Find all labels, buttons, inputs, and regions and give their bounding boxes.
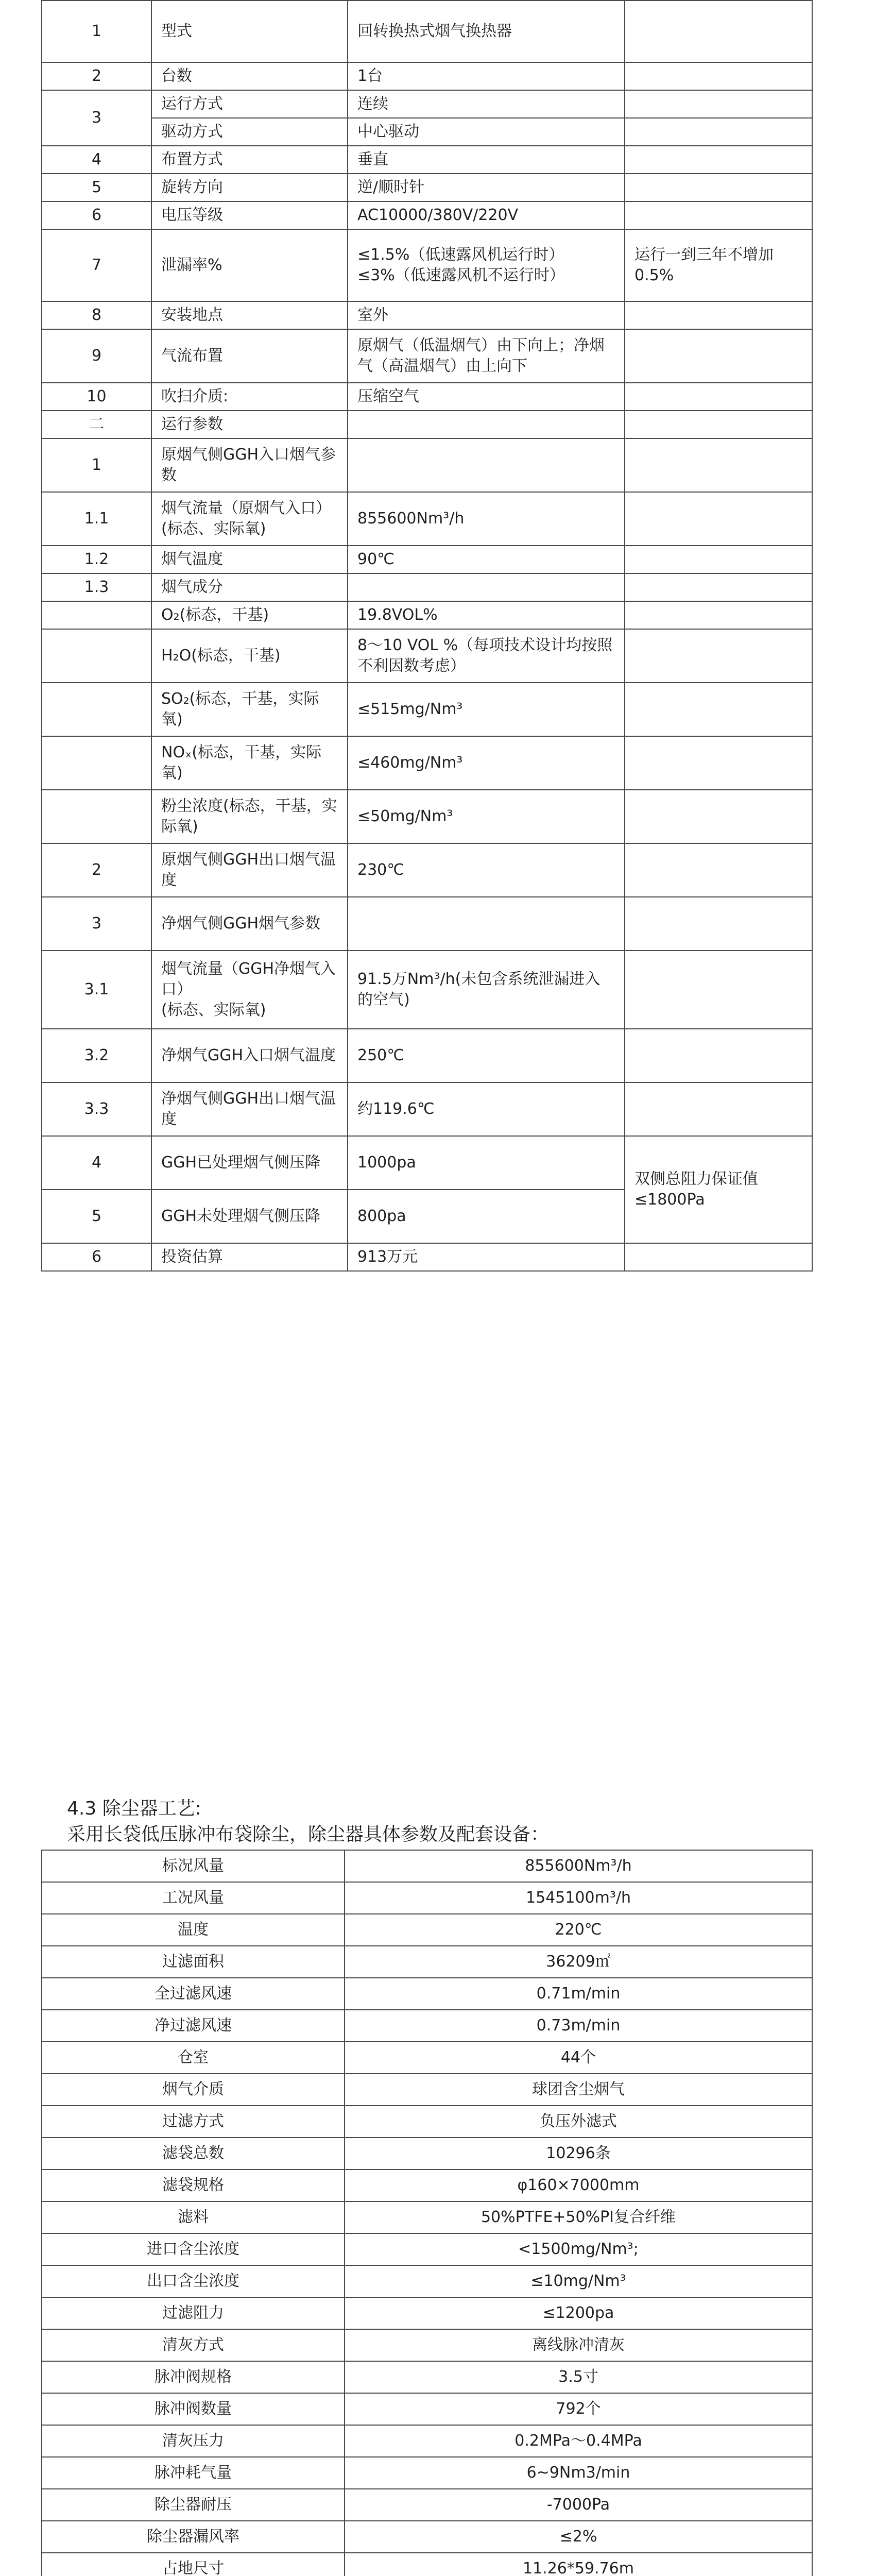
table-cell: 230℃ — [348, 843, 625, 897]
table-row — [42, 2233, 812, 2265]
table-cell: 6~9Nm3/min — [345, 2457, 812, 2489]
table-cell: 型式 — [151, 1, 348, 62]
table-cell: 工况风量 — [42, 1882, 345, 1914]
table-cell: 855600Nm³/h — [348, 492, 625, 546]
table-cell: 原烟气（低温烟气）由下向上；净烟气（高温烟气）由上向下 — [348, 329, 625, 383]
table-cell: H₂O(标态，干基) — [151, 629, 348, 683]
table-cell: 220℃ — [345, 1914, 812, 1946]
table-row — [42, 2553, 812, 2576]
table-row — [42, 1914, 812, 1946]
table-cell — [42, 790, 151, 843]
table-row — [42, 2074, 812, 2106]
table-cell: <1500mg/Nm³; — [345, 2233, 812, 2265]
table-cell: GGH未处理烟气侧压降 — [151, 1190, 348, 1243]
table-cell — [625, 1, 812, 62]
table-row — [42, 1136, 812, 1190]
table-cell: ≤2% — [345, 2521, 812, 2553]
table-row — [42, 2329, 812, 2361]
table-cell — [625, 897, 812, 951]
table-cell: 运行参数 — [151, 411, 348, 438]
section-4-3-title: 4.3 除尘器工艺: — [67, 1798, 201, 1819]
table-cell — [625, 736, 812, 790]
table-cell: 5 — [42, 1190, 151, 1243]
table-cell: 全过滤风速 — [42, 1978, 345, 2010]
table-cell: 进口含尘浓度 — [42, 2233, 345, 2265]
table-row — [42, 174, 812, 201]
table-row — [42, 601, 812, 629]
table-cell: 44个 — [345, 2042, 812, 2074]
table-cell: 旋转方向 — [151, 174, 348, 201]
table-cell: 脉冲阀规格 — [42, 2361, 345, 2393]
table-row — [42, 736, 812, 790]
table-row — [42, 1, 812, 62]
table-row — [42, 1082, 812, 1136]
table-cell: 运行方式 — [151, 90, 348, 118]
table-row — [42, 2201, 812, 2233]
table-cell: 0.73m/min — [345, 2010, 812, 2042]
table-row — [42, 683, 812, 736]
table-cell: 烟气流量（GGH净烟气入口） (标态、实际氧) — [151, 951, 348, 1029]
table-cell: 二 — [42, 411, 151, 438]
table-cell: 滤袋规格 — [42, 2170, 345, 2201]
table-row — [42, 329, 812, 383]
table-row — [42, 2297, 812, 2329]
table-cell — [625, 1029, 812, 1082]
table-cell: 负压外滤式 — [345, 2106, 812, 2138]
table-row — [42, 546, 812, 573]
table-cell: -7000Pa — [345, 2489, 812, 2521]
table-cell: 10296条 — [345, 2138, 812, 2170]
table-cell: 垂直 — [348, 146, 625, 174]
table-cell: 3.1 — [42, 951, 151, 1029]
table-row — [42, 951, 812, 1029]
table-row — [42, 843, 812, 897]
table-row — [42, 118, 812, 146]
table-cell: 1台 — [348, 62, 625, 90]
table-cell: 净烟气GGH入口烟气温度 — [151, 1029, 348, 1082]
table-cell: 回转换热式烟气换热器 — [348, 1, 625, 62]
table-cell — [625, 683, 812, 736]
table-cell — [625, 951, 812, 1029]
table-cell: 占地尺寸 — [42, 2553, 345, 2576]
table-row — [42, 2138, 812, 2170]
table-cell — [625, 411, 812, 438]
table-cell — [625, 174, 812, 201]
table-cell: 9 — [42, 329, 151, 383]
table-cell: 滤料 — [42, 2201, 345, 2233]
table-cell: 台数 — [151, 62, 348, 90]
table-cell: 安装地点 — [151, 301, 348, 329]
table-cell: 除尘器漏风率 — [42, 2521, 345, 2553]
table-cell — [625, 629, 812, 683]
table-cell: 过滤面积 — [42, 1946, 345, 1978]
table-cell — [348, 573, 625, 601]
table-cell: 7 — [42, 229, 151, 301]
table-cell: 脉冲耗气量 — [42, 2457, 345, 2489]
table-cell: 1 — [42, 438, 151, 492]
table-row — [42, 2265, 812, 2297]
table-cell: 6 — [42, 1243, 151, 1271]
table-cell: 原烟气侧GGH出口烟气温度 — [151, 843, 348, 897]
table-cell: 5 — [42, 174, 151, 201]
table-cell: 室外 — [348, 301, 625, 329]
table-cell: 逆/顺时针 — [348, 174, 625, 201]
table-row — [42, 383, 812, 411]
table-cell: φ160×7000mm — [345, 2170, 812, 2201]
table-cell: 1.2 — [42, 546, 151, 573]
table-cell: 1.3 — [42, 573, 151, 601]
table-cell: 泄漏率% — [151, 229, 348, 301]
table-cell: 吹扫介质: — [151, 383, 348, 411]
table-cell: NOₓ(标态，干基，实际氧) — [151, 736, 348, 790]
dust-collector-table — [41, 1850, 813, 2576]
table-row — [42, 2425, 812, 2457]
table-cell: 烟气温度 — [151, 546, 348, 573]
table-row — [42, 2457, 812, 2489]
section-4-3-intro: 采用长袋低压脉冲布袋除尘，除尘器具体参数及配套设备： — [67, 1824, 550, 1845]
table-cell: 原烟气侧GGH入口烟气参数 — [151, 438, 348, 492]
table-row — [42, 1243, 812, 1271]
table-row — [42, 301, 812, 329]
table-cell: 3 — [42, 897, 151, 951]
table-cell: 离线脉冲清灰 — [345, 2329, 812, 2361]
table-cell: 4 — [42, 1136, 151, 1190]
table-cell: 过滤阻力 — [42, 2297, 345, 2329]
table-cell — [625, 546, 812, 573]
table-cell: GGH已处理烟气侧压降 — [151, 1136, 348, 1190]
table-row — [42, 1029, 812, 1082]
table-row — [42, 1850, 812, 1882]
table-row — [42, 1978, 812, 2010]
table-cell — [42, 683, 151, 736]
table-row — [42, 629, 812, 683]
table-row — [42, 2010, 812, 2042]
table-cell: 90℃ — [348, 546, 625, 573]
table-cell: ≤460mg/Nm³ — [348, 736, 625, 790]
table-row — [42, 2170, 812, 2201]
table-row — [42, 62, 812, 90]
table-row — [42, 2489, 812, 2521]
table-cell: 800pa — [348, 1190, 625, 1243]
table-cell: 2 — [42, 843, 151, 897]
table-cell: 6 — [42, 201, 151, 229]
table-cell: 压缩空气 — [348, 383, 625, 411]
table-cell: ≤10mg/Nm³ — [345, 2265, 812, 2297]
table-cell: 1.1 — [42, 492, 151, 546]
table-cell: 11.26*59.76m — [345, 2553, 812, 2576]
table-cell — [625, 1082, 812, 1136]
table-cell: 标况风量 — [42, 1850, 345, 1882]
table-cell — [625, 146, 812, 174]
table-row — [42, 573, 812, 601]
table-cell: 净烟气侧GGH烟气参数 — [151, 897, 348, 951]
table-cell: 运行一到三年不增加0.5% — [625, 229, 812, 301]
table-cell: 3.3 — [42, 1082, 151, 1136]
table-row — [42, 229, 812, 301]
table-cell: ≤50mg/Nm³ — [348, 790, 625, 843]
table-cell — [625, 118, 812, 146]
table-row — [42, 897, 812, 951]
table-cell: 清灰压力 — [42, 2425, 345, 2457]
table-cell: 布置方式 — [151, 146, 348, 174]
table-cell — [348, 411, 625, 438]
table-cell — [625, 601, 812, 629]
table-cell: 仓室 — [42, 2042, 345, 2074]
table-row — [42, 1882, 812, 1914]
table-cell: 约119.6℃ — [348, 1082, 625, 1136]
table-cell: 19.8VOL% — [348, 601, 625, 629]
table-cell: 温度 — [42, 1914, 345, 1946]
table-cell: 清灰方式 — [42, 2329, 345, 2361]
table-cell: 1 — [42, 1, 151, 62]
table-cell — [625, 383, 812, 411]
table-cell: 脉冲阀数量 — [42, 2393, 345, 2425]
table-row — [42, 1946, 812, 1978]
table-cell: SO₂(标态，干基，实际氧) — [151, 683, 348, 736]
table-cell: 2 — [42, 62, 151, 90]
table-cell: 8 — [42, 301, 151, 329]
table-cell: 滤袋总数 — [42, 2138, 345, 2170]
table-cell — [625, 90, 812, 118]
table-cell: 电压等级 — [151, 201, 348, 229]
table-cell: 855600Nm³/h — [345, 1850, 812, 1882]
table-cell: 3.5寸 — [345, 2361, 812, 2393]
table-cell — [348, 438, 625, 492]
table-cell: 过滤方式 — [42, 2106, 345, 2138]
table-cell: 烟气流量（原烟气入口） (标态、实际氧) — [151, 492, 348, 546]
table-cell: 出口含尘浓度 — [42, 2265, 345, 2297]
table-cell: 烟气成分 — [151, 573, 348, 601]
table-cell: 91.5万Nm³/h(未包含系统泄漏进入的空气) — [348, 951, 625, 1029]
table-cell: ≤1.5%（低速露风机运行时） ≤3%（低速露风机不运行时） — [348, 229, 625, 301]
table-cell — [625, 301, 812, 329]
table-row — [42, 492, 812, 546]
table-cell: 50%PTFE+50%PI复合纤维 — [345, 2201, 812, 2233]
table-row — [42, 790, 812, 843]
table-cell: 双侧总阻力保证值≤1800Pa — [625, 1136, 812, 1243]
table-row — [42, 2393, 812, 2425]
table-cell: 4 — [42, 146, 151, 174]
table-cell: 8～10 VOL %（每项技术设计均按照不利因数考虑） — [348, 629, 625, 683]
table-cell: ≤1200pa — [345, 2297, 812, 2329]
table-cell: 1545100m³/h — [345, 1882, 812, 1914]
table-cell — [625, 790, 812, 843]
table-cell: 10 — [42, 383, 151, 411]
table-row — [42, 90, 812, 118]
table-cell: 1000pa — [348, 1136, 625, 1190]
table-cell: 除尘器耐压 — [42, 2489, 345, 2521]
table-cell: 0.2MPa～0.4MPa — [345, 2425, 812, 2457]
table-cell: 投资估算 — [151, 1243, 348, 1271]
ggh-parameter-table — [41, 0, 813, 1272]
table-cell: 3 — [42, 90, 151, 146]
table-row — [42, 438, 812, 492]
table-row — [42, 2106, 812, 2138]
table-row — [42, 2361, 812, 2393]
table-cell: 913万元 — [348, 1243, 625, 1271]
table-cell: 792个 — [345, 2393, 812, 2425]
table-cell — [625, 329, 812, 383]
table-cell — [625, 1243, 812, 1271]
table-cell — [42, 629, 151, 683]
table-cell — [625, 492, 812, 546]
table-cell — [348, 897, 625, 951]
table-cell: 球团含尘烟气 — [345, 2074, 812, 2106]
table-cell: 净烟气侧GGH出口烟气温度 — [151, 1082, 348, 1136]
table-cell: 驱动方式 — [151, 118, 348, 146]
table-cell: O₂(标态，干基) — [151, 601, 348, 629]
table-cell: 粉尘浓度(标态，干基，实际氧) — [151, 790, 348, 843]
table-cell: 连续 — [348, 90, 625, 118]
table-cell: AC10000/380V/220V — [348, 201, 625, 229]
table-row — [42, 201, 812, 229]
table-cell — [625, 573, 812, 601]
table-cell — [42, 736, 151, 790]
table-cell: 36209㎡ — [345, 1946, 812, 1978]
table-cell: 0.71m/min — [345, 1978, 812, 2010]
table-cell — [625, 843, 812, 897]
table-cell: 净过滤风速 — [42, 2010, 345, 2042]
table-cell: ≤515mg/Nm³ — [348, 683, 625, 736]
table-cell — [625, 438, 812, 492]
table-cell — [625, 201, 812, 229]
table-cell: 250℃ — [348, 1029, 625, 1082]
table-cell — [625, 62, 812, 90]
table-row — [42, 411, 812, 438]
table-row — [42, 2042, 812, 2074]
table-cell — [42, 601, 151, 629]
table-row — [42, 146, 812, 174]
table-cell: 气流布置 — [151, 329, 348, 383]
table-row — [42, 2521, 812, 2553]
table-cell: 3.2 — [42, 1029, 151, 1082]
table-cell: 烟气介质 — [42, 2074, 345, 2106]
table-cell: 中心驱动 — [348, 118, 625, 146]
